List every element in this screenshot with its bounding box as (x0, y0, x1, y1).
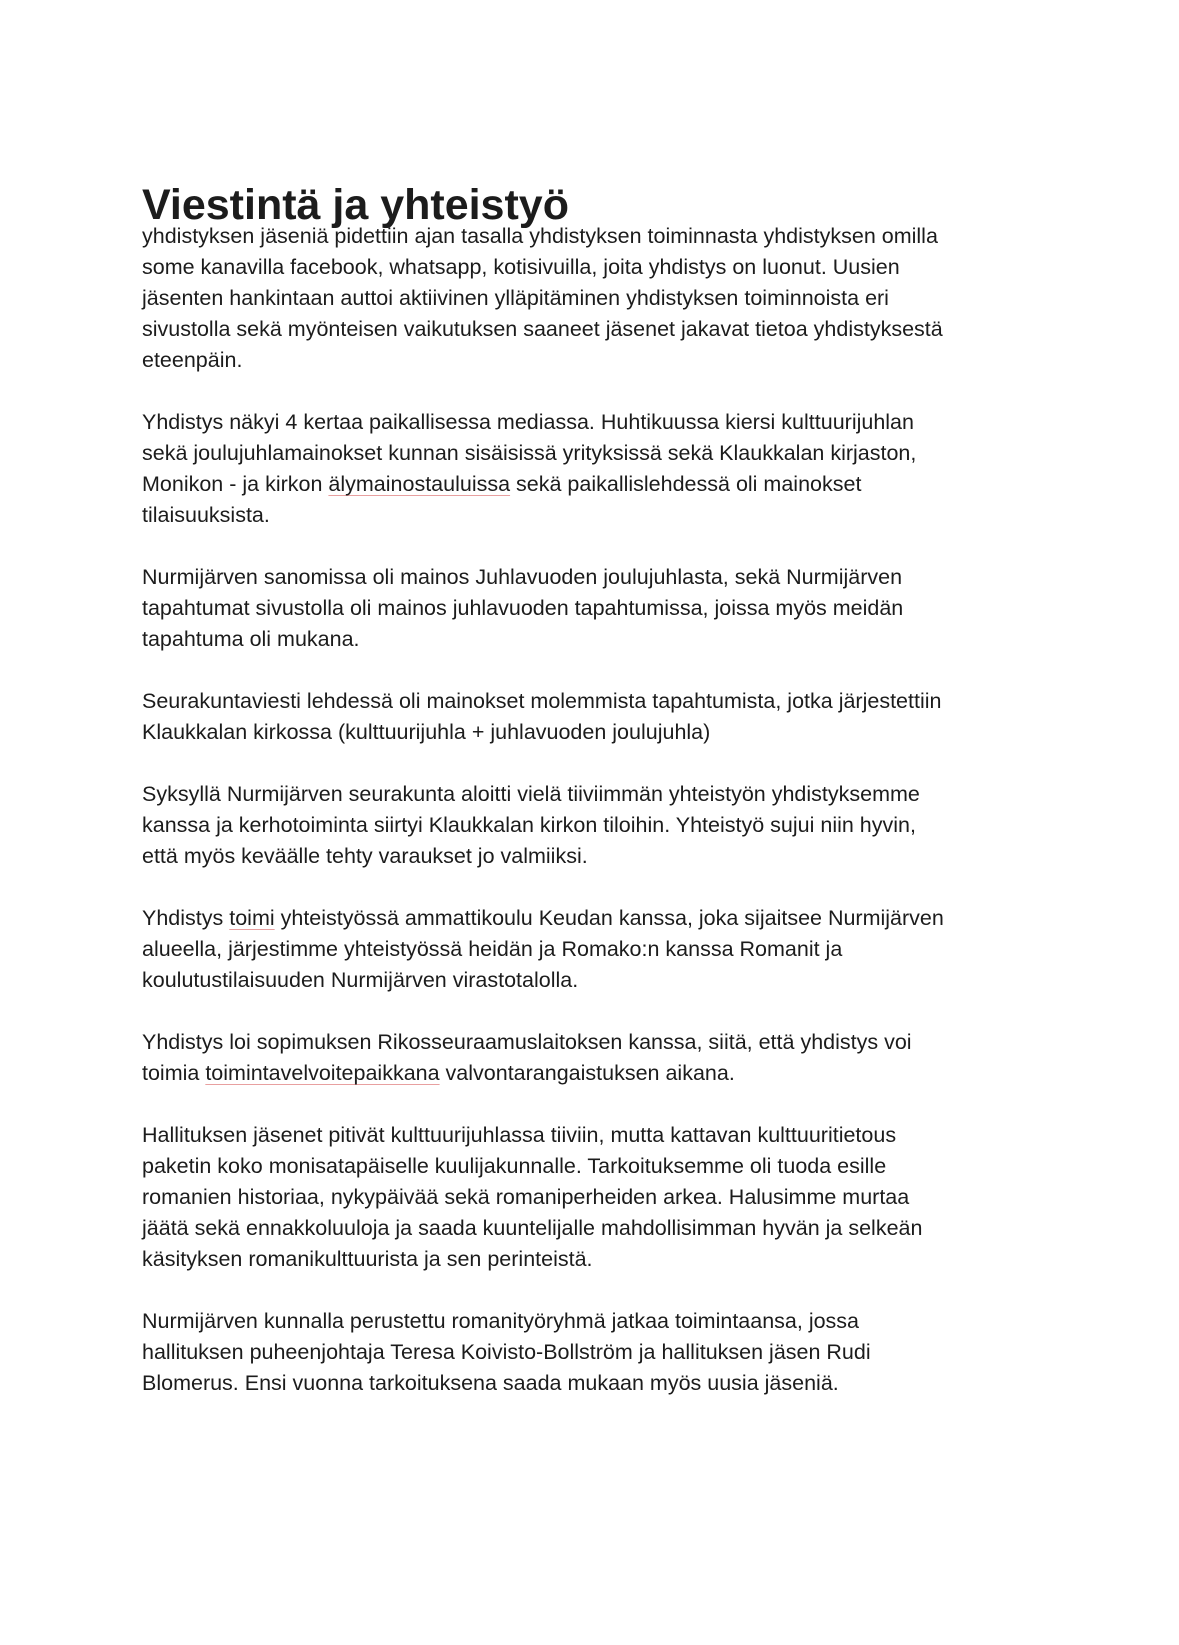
text-line (142, 345, 1042, 376)
text-segment: jäsenten hankintaan auttoi aktiivinen ylläpitäminen yhdistyksen toiminnoista eri (142, 286, 889, 310)
text-line (142, 1120, 1042, 1151)
spellcheck-flagged-word: toimintavelvoitepaikkana (205, 1061, 440, 1085)
text-line (142, 1368, 1042, 1399)
text-line (142, 1213, 1042, 1244)
text-line (142, 252, 1042, 283)
text-line (142, 810, 1042, 841)
section-title: Viestintä ja yhteistyö (142, 181, 569, 229)
text-segment: hallituksen puheenjohtaja Teresa Koivisto-Bollström ja hallituksen jäsen Rudi (142, 1340, 871, 1364)
text-segment: koulutustilaisuuden Nurmijärven virastotalolla. (142, 968, 579, 992)
paragraph (142, 903, 1042, 996)
text-line (142, 1151, 1042, 1182)
paragraph (142, 779, 1042, 872)
text-segment: Nurmijärven kunnalla perustettu romanityöryhmä jatkaa toimintaansa, jossa (142, 1309, 860, 1333)
text-segment: että myös keväälle tehty varaukset jo valmiiksi. (142, 844, 588, 868)
text-segment: eteenpäin. (142, 348, 243, 372)
text-line (142, 314, 1042, 345)
text-segment: Seurakuntaviesti lehdessä oli mainokset molemmista tapahtumista, jotka järjestettiin (142, 689, 942, 713)
text-segment: paketin koko monisatapäiselle kuulijakunnalle. Tarkoituksemme oli tuoda esille (142, 1154, 887, 1178)
text-segment: valvontarangaistuksen aikana. (439, 1061, 735, 1085)
text-segment: kanssa ja kerhotoiminta siirtyi Klaukkalan kirkon tiloihin. Yhteistyö sujui niin hyvin, (142, 813, 916, 837)
text-line (142, 500, 1042, 531)
text-segment: Yhdistys (142, 906, 230, 930)
paragraph (142, 1027, 1042, 1089)
paragraph (142, 562, 1042, 655)
text-line (142, 562, 1042, 593)
text-line (142, 779, 1042, 810)
text-line (142, 686, 1042, 717)
text-segment: sekä paikallislehdessä oli mainokset (510, 472, 862, 496)
spellcheck-flagged-word: älymainostauluissa (328, 472, 511, 496)
spellcheck-flagged-word: toimi (229, 906, 275, 930)
paragraph (142, 1306, 1042, 1399)
text-segment: tapahtumat sivustolla oli mainos juhlavuoden tapahtumissa, joissa myös meidän (142, 596, 904, 620)
text-segment: tapahtuma oli mukana. (142, 627, 360, 651)
text-segment: Blomerus. Ensi vuonna tarkoituksena saada mukaan myös uusia jäseniä. (142, 1371, 839, 1395)
text-line (142, 717, 1042, 748)
text-segment: alueella, järjestimme yhteistyössä heidän ja Romako:n kanssa Romanit ja (142, 937, 843, 961)
text-segment: Syksyllä Nurmijärven seurakunta aloitti vielä tiiviimmän yhteistyön yhdistyksemme (142, 782, 920, 806)
text-segment: yhdistyksen jäseniä pidettiin ajan tasalla yhdistyksen toiminnasta yhdistyksen omilla (142, 224, 938, 248)
text-line (142, 1337, 1042, 1368)
paragraph (142, 1120, 1042, 1275)
paragraph (142, 686, 1042, 748)
text-segment: yhteistyössä ammattikoulu Keudan kanssa, joka sijaitsee Nurmijärven (274, 906, 944, 930)
text-line (142, 469, 1042, 500)
text-line (142, 1027, 1042, 1058)
text-segment: some kanavilla facebook, whatsapp, kotisivuilla, joita yhdistys on luonut. Uusien (142, 255, 900, 279)
text-line (142, 593, 1042, 624)
text-line (142, 965, 1042, 996)
text-segment: Monikon - ja kirkon (142, 472, 329, 496)
paragraph (142, 407, 1042, 531)
text-line (142, 283, 1042, 314)
text-segment: toimia (142, 1061, 206, 1085)
text-line (142, 438, 1042, 469)
text-segment: Yhdistys näkyi 4 kertaa paikallisessa mediassa. Huhtikuussa kiersi kulttuurijuhlan (142, 410, 914, 434)
text-segment: Yhdistys loi sopimuksen Rikosseuraamuslaitoksen kanssa, siitä, että yhdistys voi (142, 1030, 912, 1054)
text-segment: romanien historiaa, nykypäivää sekä romaniperheiden arkea. Halusimme murtaa (142, 1185, 910, 1209)
text-line (142, 1182, 1042, 1213)
text-segment: Nurmijärven sanomissa oli mainos Juhlavuoden joulujuhlasta, sekä Nurmijärven (142, 565, 903, 589)
text-line (142, 841, 1042, 872)
text-line (142, 1244, 1042, 1275)
text-segment: jäätä sekä ennakkoluuloja ja saada kuuntelijalle mahdollisimman hyvän ja selkeän (142, 1216, 923, 1240)
text-line (142, 407, 1042, 438)
paragraph-list (142, 221, 1042, 1399)
text-line (142, 221, 1042, 252)
text-segment: sivustolla sekä myönteisen vaikutuksen saaneet jäsenet jakavat tietoa yhdistyksestä (142, 317, 943, 341)
text-line (142, 1306, 1042, 1337)
text-segment: Klaukkalan kirkossa (kulttuurijuhla + juhlavuoden joulujuhla) (142, 720, 711, 744)
text-line (142, 934, 1042, 965)
text-segment: sekä joulujuhlamainokset kunnan sisäisissä yrityksissä sekä Klaukkalan kirjaston, (142, 441, 917, 465)
paragraph (142, 221, 1042, 376)
text-line (142, 1058, 1042, 1089)
text-segment: käsityksen romanikulttuurista ja sen perinteistä. (142, 1247, 593, 1271)
document-body (142, 181, 1042, 1399)
text-segment: Hallituksen jäsenet pitivät kulttuurijuhlassa tiiviin, mutta kattavan kulttuuritietous (142, 1123, 897, 1147)
text-line (142, 624, 1042, 655)
text-line (142, 903, 1042, 934)
text-segment: tilaisuuksista. (142, 503, 270, 527)
